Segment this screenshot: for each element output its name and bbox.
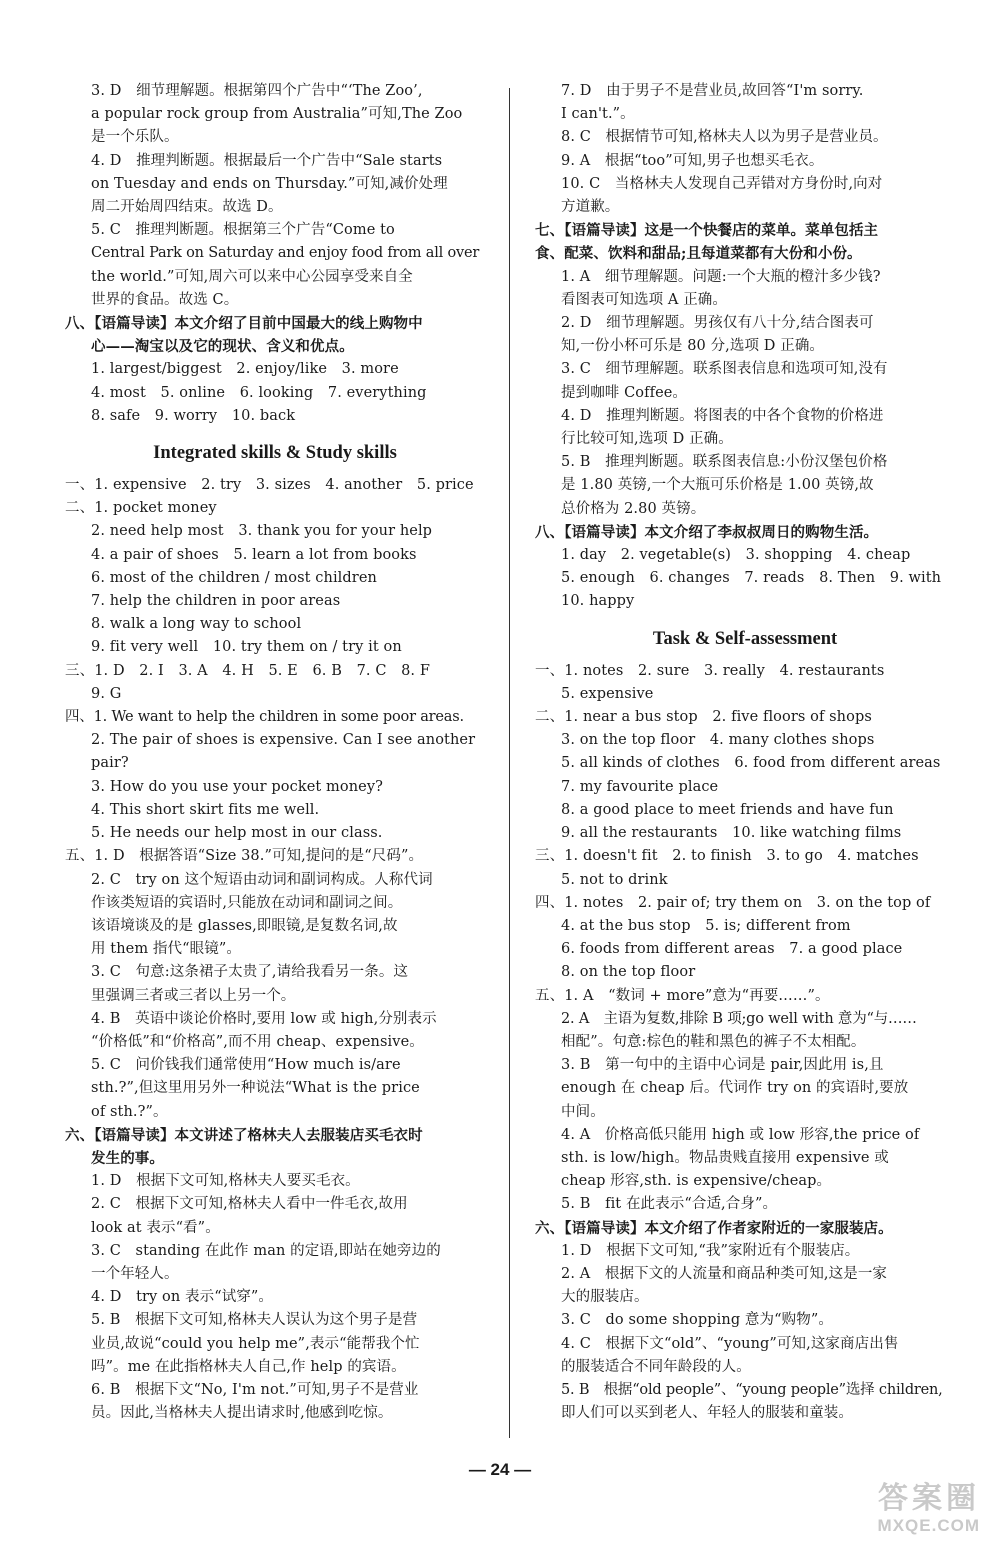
section-reading-answers-cont (65, 80, 485, 312)
answer-line: 5. B 根据下文可知,格林夫人误认为这个男子是营 (91, 1312, 418, 1329)
answer-line: 4. at the bus stop 5. is; different from (561, 917, 851, 934)
answer-line: 2. C 根据下文可知,格林夫人看中一件毛衣,故用 (91, 1196, 408, 1213)
answer-line: 1. largest/biggest 2. enjoy/like 3. more (91, 361, 399, 378)
answer-line: 的服装适合不同年龄段的人。 (561, 1358, 751, 1375)
text-line: Central Park on Saturday and enjoy food from all over (91, 245, 480, 262)
answer-line: 1. A 细节理解题。问题:一个大瓶的橙汁多少钱? (561, 268, 881, 285)
answer-line: 7. D 由于男子不是营业员,故回答“I'm sorry. (561, 83, 864, 99)
right-column (535, 80, 955, 1425)
answer-line: 2. D 细节理解题。男孩仅有八十分,结合图表可 (561, 315, 874, 332)
reading-guide-line: 心——淘宝以及它的现状、含义和优点。 (91, 338, 354, 356)
answer-line: 4. most 5. online 6. looking 7. everything (91, 384, 427, 401)
answer-line: 2. A 根据下文的人流量和商品种类可知,这是一家 (561, 1265, 888, 1282)
answer-line: 8. a good place to meet friends and have fun (561, 801, 894, 818)
answer-line: 4. D 推理判断题。将图表的中各个食物的价格进 (561, 407, 884, 424)
column-divider (509, 88, 510, 1438)
answer-line: 里强调三者或三者以上另一个。 (91, 987, 296, 1004)
answer-line: 4. D try on 表示“试穿”。 (91, 1289, 274, 1306)
answer-line: 6. B 根据下文“No, I'm not.”可知,男子不是营业 (91, 1381, 419, 1398)
text-line: 3. D 细节理解题。根据第四个广告中“‘The Zoo’, (91, 83, 423, 99)
text-line: 世界的食品。故选 C。 (91, 291, 239, 308)
answer-line: 3. How do you use your pocket money? (91, 778, 383, 795)
answer-line: 5. all kinds of clothes 6. food from different areas (561, 755, 941, 772)
reading-guide-line: 食、配菜、饮料和甜品;且每道菜都有大份和小份。 (535, 245, 862, 263)
answer-line: 2. A 主语为复数,排除 B 项;go well with 意为“与…… (561, 1010, 917, 1027)
answer-line: 5. enough 6. changes 7. reads 8. Then 9. with (561, 570, 942, 587)
answer-line: 7. my favourite place (561, 778, 719, 795)
answer-line: 3. B 第一句中的主语中心词是 pair,因此用 is,且 (561, 1057, 884, 1074)
answer-line: 1. D 根据下文可知,格林夫人要买毛衣。 (91, 1173, 360, 1190)
answer-line: 三、1. doesn't fit 2. to finish 3. to go 4. matches (535, 848, 919, 865)
answer-line: “价格低”和“价格高”,而不用 cheap、expensive。 (91, 1033, 424, 1050)
answer-line: cheap 形容,sth. is expensive/cheap。 (561, 1173, 832, 1190)
answer-line: 9. G (91, 685, 122, 702)
answer-line: 三、1. D 2. I 3. A 4. H 5. E 6. B 7. C 8. F (65, 662, 431, 679)
answer-line: 8. walk a long way to school (91, 616, 302, 633)
answer-line: 8. C 根据情节可知,格林夫人以为男子是营业员。 (561, 129, 888, 146)
answer-line: 9. all the restaurants 10. like watching films (561, 825, 902, 842)
answer-line: 中间。 (561, 1103, 605, 1120)
answer-line: sth.?”,但这里用另外一种说法“What is the price (91, 1080, 420, 1097)
answer-line: I can't.”。 (561, 106, 635, 123)
answer-line: 行比较可知,选项 D 正确。 (561, 431, 733, 448)
text-line: a popular rock group from Australia”可知,The Zoo (91, 106, 463, 123)
answer-line: 3. C 句意:这条裙子太贵了,请给我看另一条。这 (91, 964, 409, 981)
answer-line: 一、1. notes 2. sure 3. really 4. restaurants (535, 662, 885, 679)
answer-line: 大的服装店。 (561, 1289, 649, 1306)
answer-line: 二、1. pocket money (65, 500, 217, 517)
answer-line: 4. C 根据下文“old”、“young”可知,这家商店出售 (561, 1335, 899, 1352)
answer-line: 5. not to drink (561, 871, 668, 888)
section-integrated-skills (65, 474, 485, 1425)
answer-line: 五、1. A “数词 + more”意为“再要……”。 (535, 987, 830, 1004)
answer-line: sth. is low/high。物品贵贱直接用 expensive 或 (561, 1149, 889, 1166)
reading-guide-line: 六、【语篇导读】本文介绍了作者家附近的一家服装店。 (535, 1219, 893, 1237)
page-number: — 24 — (468, 1460, 532, 1479)
answer-line: 2. need help most 3. thank you for your help (91, 523, 433, 540)
answer-line: 1. day 2. vegetable(s) 3. shopping 4. cheap (561, 547, 911, 564)
answer-line: look at 表示“看”。 (91, 1219, 220, 1236)
text-line: the world.”可知,周六可以来中心公园享受来自全 (91, 268, 413, 285)
answer-line: 方道歉。 (561, 199, 620, 216)
answer-line: 看图表可知选项 A 正确。 (561, 291, 727, 308)
answer-line: 5. B 推理判断题。联系图表信息:小份汉堡包价格 (561, 454, 888, 471)
answer-line: 9. fit very well 10. try them on / try it on (91, 639, 402, 656)
answer-line: 员。因此,当格林夫人提出请求时,他感到吃惊。 (91, 1405, 393, 1422)
section-heading: Task & Self-assessment (652, 628, 838, 649)
answer-line: 8. on the top floor (561, 964, 696, 981)
reading-guide-line: 七、【语篇导读】这是一个快餐店的菜单。菜单包括主 (535, 222, 879, 240)
answer-line: 6. most of the children / most children (91, 569, 377, 586)
watermark-url: MXQE.COM (877, 1516, 980, 1535)
answer-line: 总价格为 2.80 英镑。 (561, 500, 706, 517)
answer-line: 5. C 问价钱我们通常使用“How much is/are (91, 1057, 401, 1074)
text-line: 周二开始周四结束。故选 D。 (91, 199, 283, 216)
answer-line: 5. B fit 在此表示“合适,合身”。 (561, 1196, 778, 1213)
answer-line: 5. expensive (561, 685, 654, 702)
reading-guide-line: 六、【语篇导读】本文讲述了格林夫人去服装店买毛衣时 (65, 1126, 423, 1144)
answer-line: 提到咖啡 Coffee。 (561, 384, 688, 401)
reading-guide-line: 发生的事。 (91, 1149, 164, 1167)
reading-guide-line: 八、【语篇导读】本文介绍了李叔叔周日的购物生活。 (535, 523, 879, 541)
watermark-text: 答案圈 (878, 1482, 980, 1515)
answer-line: 用 them 指代“眼镜”。 (91, 941, 241, 958)
section-reading-answers-cont-right (535, 80, 955, 614)
answer-line: 二、1. near a bus stop 2. five floors of shops (535, 709, 872, 726)
section-heading: Integrated skills & Study skills (153, 443, 397, 464)
answer-line: pair? (91, 755, 129, 772)
text-line: 是一个乐队。 (91, 129, 179, 146)
answer-line: enough 在 cheap 后。代词作 try on 的宾语时,要放 (561, 1080, 909, 1097)
answer-line: 9. A 根据“too”可知,男子也想买毛衣。 (561, 152, 824, 169)
section-eight (65, 312, 485, 428)
answer-line: 业员,故说“could you help me”,表示“能帮我个忙 (91, 1335, 420, 1352)
text-line: on Tuesday and ends on Thursday.”可知,减价处理 (91, 175, 448, 192)
answer-line: 10. C 当格林夫人发现自己弄错对方身份时,向对 (561, 175, 883, 192)
section-task-self-assessment (535, 660, 955, 1426)
answer-line: 5. He needs our help most in our class. (91, 825, 383, 842)
answer-line: 4. This short skirt fits me well. (91, 801, 320, 818)
answer-line: 四、1. We want to help the children in some poor areas. (65, 709, 464, 726)
answer-line: 8. safe 9. worry 10. back (91, 407, 296, 424)
answer-line: 五、1. D 根据答语“Size 38.”可知,提问的是“尺码”。 (65, 848, 424, 865)
answer-line: 2. C try on 这个短语由动词和副词构成。人称代词 (91, 871, 433, 888)
answer-line: 四、1. notes 2. pair of; try them on 3. on the top of (535, 894, 931, 911)
text-line: 5. C 推理判断题。根据第三个广告“Come to (91, 222, 395, 239)
answer-line: 一、1. expensive 2. try 3. sizes 4. another 5. price (65, 477, 474, 494)
answer-line: 3. C do some shopping 意为“购物”。 (561, 1312, 833, 1329)
answer-line: 6. foods from different areas 7. a good place (561, 941, 903, 958)
text-line: 4. D 推理判断题。根据最后一个广告中“Sale starts (91, 152, 443, 169)
answer-line: 一个年轻人。 (91, 1265, 179, 1282)
answer-line: 4. B 英语中谈论价格时,要用 low 或 high,分别表示 (91, 1010, 437, 1027)
answer-line: 吗”。me 在此指格林夫人自己,作 help 的宾语。 (91, 1358, 406, 1375)
answer-line: 4. A 价格高低只能用 high 或 low 形容,the price of (561, 1126, 920, 1143)
answer-line: 相配”。句意:棕色的鞋和黑色的裤子不太相配。 (561, 1033, 866, 1050)
watermark-logo (800, 1482, 980, 1542)
answer-line: 10. happy (561, 593, 635, 610)
answer-line: 作该类短语的宾语时,只能放在动词和副词之间。 (91, 894, 403, 911)
answer-line: 3. C 细节理解题。联系图表信息和选项可知,没有 (561, 361, 888, 378)
answer-line: 7. help the children in poor areas (91, 593, 341, 610)
left-column (65, 80, 485, 1425)
answer-line: 3. C standing 在此作 man 的定语,即站在她旁边的 (91, 1242, 441, 1259)
answer-line: 即人们可以买到老人、年轻人的服装和童装。 (561, 1405, 853, 1422)
answer-line: 2. The pair of shoes is expensive. Can I see another (91, 732, 476, 749)
reading-guide-line: 八、【语篇导读】本文介绍了目前中国最大的线上购物中 (65, 315, 423, 333)
answer-line: 4. a pair of shoes 5. learn a lot from books (91, 546, 417, 563)
answer-line: of sth.?”。 (91, 1103, 168, 1120)
answer-line: 知,一份小杯可乐是 80 分,选项 D 正确。 (561, 338, 825, 355)
answer-line: 该语境谈及的是 glasses,即眼镜,是复数名词,故 (91, 917, 398, 934)
answer-line: 5. B 根据“old people”、“young people”选择 children, (561, 1381, 943, 1398)
answer-line: 1. D 根据下文可知,“我”家附近有个服装店。 (561, 1242, 860, 1259)
answer-line: 3. on the top floor 4. many clothes shops (561, 732, 875, 749)
answer-line: 是 1.80 英镑,一个大瓶可乐价格是 1.00 英镑,故 (561, 477, 874, 494)
